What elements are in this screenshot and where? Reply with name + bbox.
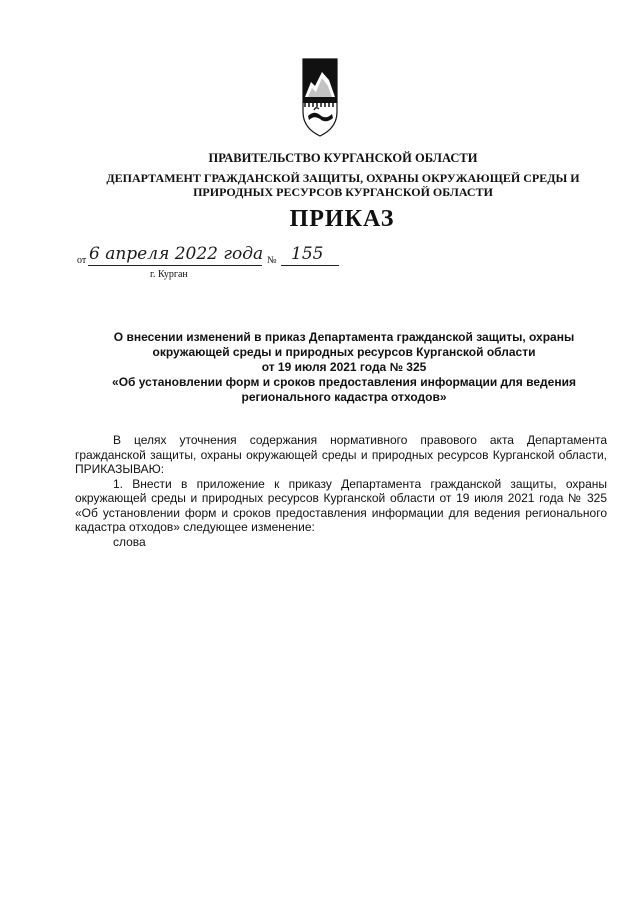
document-type-heading: ПРИКАЗ [289, 206, 395, 232]
department-title-line: ПРИРОДНЫХ РЕСУРСОВ КУРГАНСКОЙ ОБЛАСТИ [193, 185, 493, 199]
date-underline [88, 265, 262, 266]
department-title-line: ДЕПАРТАМЕНТ ГРАЖДАНСКОЙ ЗАЩИТЫ, ОХРАНЫ ОКРУЖАЮЩЕЙ СРЕДЫ И [106, 171, 580, 185]
handwritten-number: 155 [291, 244, 324, 264]
government-title: ПРАВИТЕЛЬСТВО КУРГАНСКОЙ ОБЛАСТИ [208, 151, 478, 165]
department-title [96, 171, 590, 199]
order-body [75, 433, 607, 549]
date-from-label: от [77, 255, 87, 266]
subject-line: О внесении изменений в приказ Департамента гражданской защиты, охраны [113, 330, 575, 344]
subject-line: регионального кадастра отходов» [241, 390, 447, 404]
subject-line: «Об установлении форм и сроков предоставления информации для ведения [112, 375, 576, 389]
subject-line: окружающей среды и природных ресурсов Курганской области [152, 345, 536, 359]
subject-line: от 19 июля 2021 года № 325 [261, 360, 427, 374]
number-underline [281, 265, 339, 266]
item-paragraph: 1. Внести в приложение к приказу Департамента гражданской защиты, охраны окружающей среды и природных ресурсов Курганской области от 19 июля 2021 года № 325 «Об установлении форм и сроков предоставления информации для ведения регионального кадастра отходов» следующее изменение: [75, 476, 607, 534]
order-subject [86, 330, 602, 405]
coat-of-arms-icon [302, 58, 338, 138]
city-label: г. Курган [150, 269, 188, 280]
handwritten-date: 6 апреля 2022 года [89, 244, 264, 264]
number-label: № [267, 255, 277, 266]
continuation-text: слова [113, 534, 146, 549]
preamble-paragraph: В целях уточнения содержания нормативного правового акта Департамента гражданской защиты, охраны окружающей среды и природных ресурсов Курганской области, ПРИКАЗЫВАЮ: [75, 433, 607, 476]
